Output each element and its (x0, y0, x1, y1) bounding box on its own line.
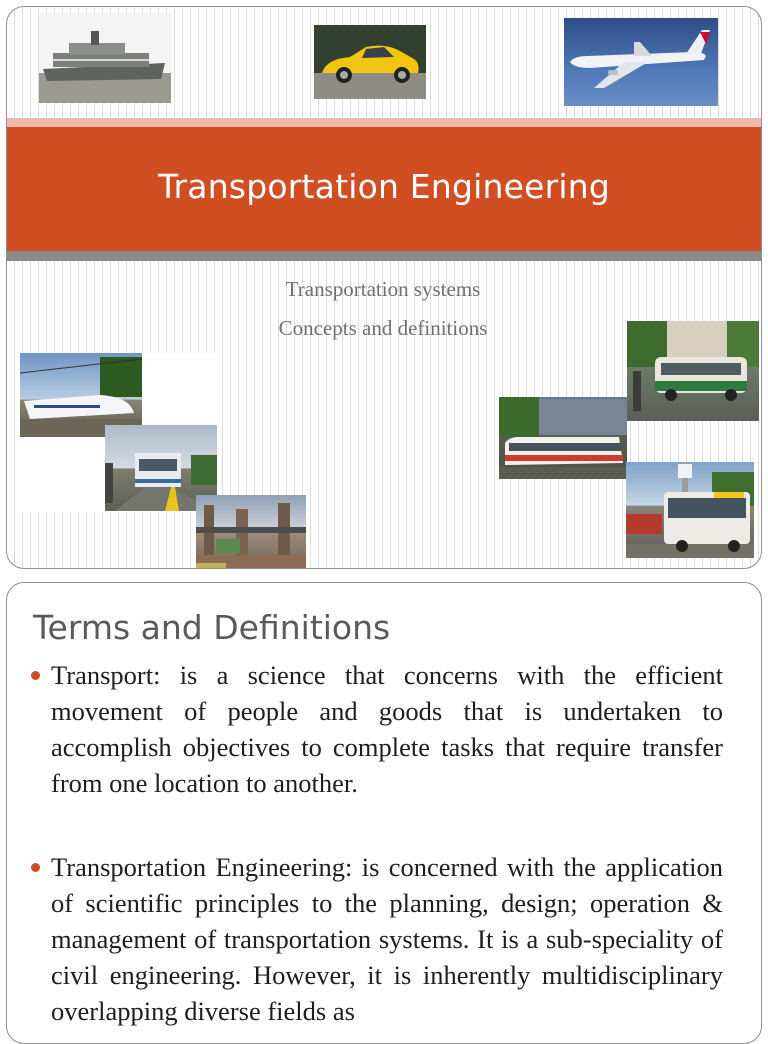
title-slide (6, 6, 762, 569)
tram-photo (499, 397, 627, 479)
bullet-dot-icon (31, 863, 40, 872)
bullet-text: Transport: is a science that concerns with the efficient movement of people and goods that is undertaken to accomplish objectives to complete tasks that require transfer from one location to another. (51, 660, 723, 798)
subtitle-line-1: Transportation systems (285, 277, 481, 301)
bullet-text: Transportation Engineering: is concerned with the application of scientific principles to the planning, design; operation & management of transportation systems. It is a sub-speciality of civil engineering. However, it is inherently multidisciplinary overlapping diverse fields as (51, 852, 723, 1026)
bullet-item-transport (51, 657, 723, 801)
bullet-item-transportation-engineering (51, 849, 723, 1029)
accent-strip (7, 118, 761, 127)
rail-station-photo (196, 495, 306, 569)
definitions-slide (6, 582, 762, 1044)
section-title: Terms and Definitions (33, 608, 391, 647)
car-photo (314, 25, 426, 99)
divider-strip (7, 251, 761, 261)
airplane-photo (564, 18, 718, 106)
subtitle-line-2: Concepts and definitions (278, 316, 488, 340)
bullet-dot-icon (31, 671, 40, 680)
city-bus-photo (626, 462, 754, 558)
title-banner (7, 127, 761, 251)
ship-photo (39, 13, 171, 103)
slide-title: Transportation Engineering (158, 167, 610, 206)
vintage-bus-photo (627, 321, 759, 421)
